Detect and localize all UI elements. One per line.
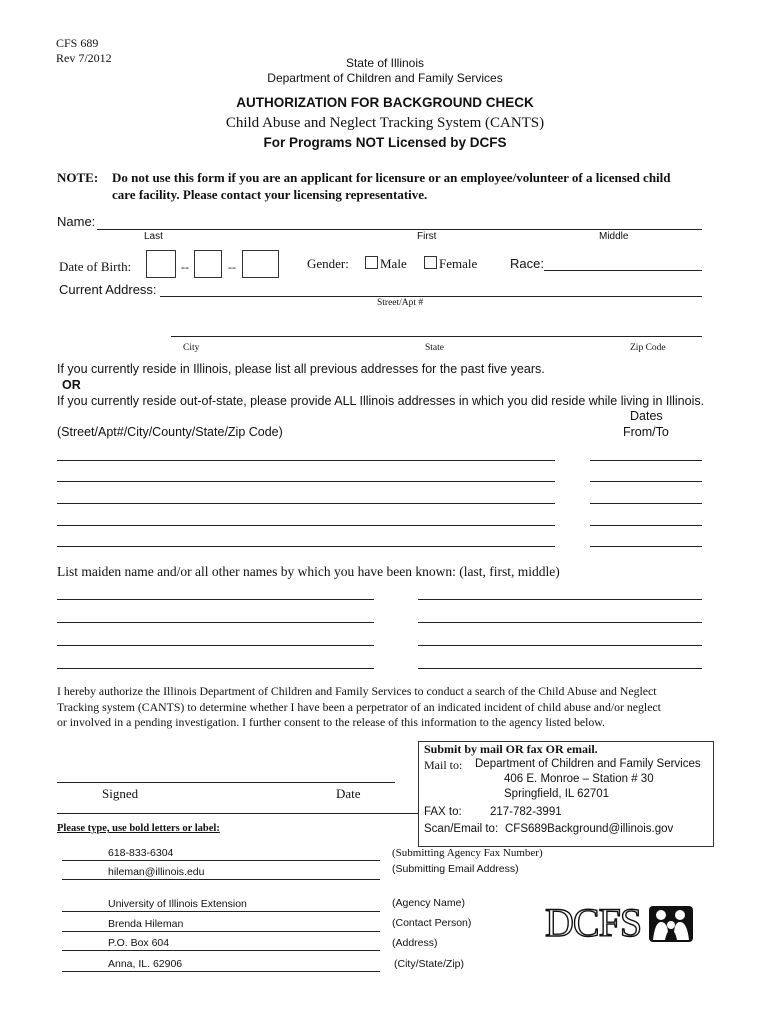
agency-fax-label: (Submitting Agency Fax Number) xyxy=(392,847,543,859)
gender-label: Gender: xyxy=(307,256,349,271)
program-note: For Programs NOT Licensed by DCFS xyxy=(263,135,507,150)
dob-year-box[interactable] xyxy=(242,250,279,278)
male-checkbox[interactable] xyxy=(365,256,378,269)
previous-address-line[interactable] xyxy=(57,481,555,482)
name-underline xyxy=(97,229,702,230)
previous-dates-line[interactable] xyxy=(590,525,702,526)
agency-name-line xyxy=(62,911,380,912)
authorization-line: I hereby authorize the Illinois Department of Children and Family Services to conduct a search of the Child Abuse and Neglect xyxy=(57,684,657,698)
street-caption: Street/Apt # xyxy=(377,298,424,308)
city-caption: City xyxy=(183,343,200,353)
agency-name-value[interactable]: University of Illinois Extension xyxy=(108,898,247,910)
dates-label: Dates xyxy=(630,409,663,423)
agency-email-line xyxy=(62,879,380,880)
submit-title: Submit by mail OR fax OR email. xyxy=(424,742,598,756)
agency-city-label: (City/State/Zip) xyxy=(394,958,465,970)
page-subtitle: Child Abuse and Neglect Tracking System (CANTS) xyxy=(225,115,545,131)
agency-address-line xyxy=(62,950,380,951)
authorization-line: or involved in a pending investigation. I further consent to the release of this information to the agency listed below. xyxy=(57,715,605,729)
previous-instruction-1: If you currently reside in Illinois, please list all previous addresses for the past five years. xyxy=(57,362,545,376)
gender-male-label: Male xyxy=(380,256,407,271)
agency-fax-line xyxy=(62,860,380,861)
address-label: Current Address: xyxy=(59,282,157,297)
agency-name-label: (Agency Name) xyxy=(392,897,465,909)
maiden-instruction: List maiden name and/or all other names by which you have been known: (last, first, middle) xyxy=(57,564,560,579)
email-address: CFS689Background@illinois.gov xyxy=(505,823,674,835)
email-label: Scan/Email to: xyxy=(424,823,499,835)
dob-day-box[interactable] xyxy=(194,250,222,278)
contact-person-value[interactable]: Brenda Hileman xyxy=(108,918,184,930)
other-name-line[interactable] xyxy=(418,668,702,669)
dob-separator: -- xyxy=(228,260,236,274)
agency-email-value[interactable]: hileman@illinois.edu xyxy=(108,866,205,878)
note-text-line2: care facility. Please contact your licensing representative. xyxy=(112,187,428,202)
header-department: Department of Children and Family Services xyxy=(267,71,503,85)
name-last-caption: Last xyxy=(144,231,163,242)
name-middle-caption: Middle xyxy=(599,231,629,242)
agency-address-label: (Address) xyxy=(392,937,438,949)
name-label: Name: xyxy=(57,214,96,229)
dob-separator: -- xyxy=(181,260,189,274)
form-revision: Rev 7/2012 xyxy=(56,51,112,65)
signed-label: Signed xyxy=(102,786,139,801)
previous-dates-line[interactable] xyxy=(590,460,702,461)
other-name-line[interactable] xyxy=(57,645,374,646)
page-title: AUTHORIZATION FOR BACKGROUND CHECK xyxy=(236,95,534,110)
fax-number: 217-782-3991 xyxy=(490,806,562,818)
mail-label: Mail to: xyxy=(424,758,463,772)
name-input[interactable] xyxy=(98,212,701,228)
gender-female-option[interactable] xyxy=(424,256,477,272)
dob-label: Date of Birth: xyxy=(59,259,132,274)
race-label: Race: xyxy=(510,256,544,271)
authorization-text xyxy=(57,684,661,731)
mail-line-1: Department of Children and Family Services xyxy=(475,758,701,770)
type-instruction: Please type, use bold letters or label: xyxy=(57,823,220,834)
previous-dates-line[interactable] xyxy=(590,481,702,482)
contact-person-label: (Contact Person) xyxy=(392,917,472,929)
previous-address-line[interactable] xyxy=(57,546,555,547)
street-underline[interactable] xyxy=(160,296,702,297)
agency-fax-value[interactable]: 618-833-6304 xyxy=(108,847,174,859)
other-name-line[interactable] xyxy=(57,622,374,623)
note-text-line1: Do not use this form if you are an applicant for licensure or an employee/volunteer of a licensed child xyxy=(112,170,671,185)
previous-address-line[interactable] xyxy=(57,503,555,504)
gender-female-label: Female xyxy=(439,256,478,271)
previous-address-line[interactable] xyxy=(57,525,555,526)
address-columns-label: (Street/Apt#/City/County/State/Zip Code) xyxy=(57,425,283,439)
zip-caption: Zip Code xyxy=(630,343,666,353)
fax-label: FAX to: xyxy=(424,806,462,818)
previous-dates-line[interactable] xyxy=(590,503,702,504)
previous-dates-line[interactable] xyxy=(590,546,702,547)
family-icon xyxy=(649,906,693,942)
authorization-line: Tracking system (CANTS) to determine whether I have been a perpetrator of an indicated incident of child abuse and/or neglect xyxy=(57,699,661,714)
gender-male-option[interactable] xyxy=(365,256,407,272)
signature-line[interactable] xyxy=(57,782,395,783)
state-caption: State xyxy=(425,343,444,353)
other-name-line[interactable] xyxy=(418,622,702,623)
race-underline[interactable] xyxy=(544,270,702,271)
form-number: CFS 689 xyxy=(56,36,99,50)
agency-address-value[interactable]: P.O. Box 604 xyxy=(108,937,170,949)
other-name-line[interactable] xyxy=(418,599,702,600)
from-to-label: From/To xyxy=(623,425,669,439)
previous-instruction-2: If you currently reside out-of-state, please provide ALL Illinois addresses in which you did reside while living in Illinois. xyxy=(57,394,705,408)
name-first-caption: First xyxy=(417,231,437,242)
dob-month-box[interactable] xyxy=(146,250,176,278)
mail-line-3: Springfield, IL 62701 xyxy=(504,788,610,800)
contact-person-line xyxy=(62,931,380,932)
other-name-line[interactable] xyxy=(418,645,702,646)
mail-line-2: 406 E. Monroe – Station # 30 xyxy=(504,773,654,785)
agency-city-value[interactable]: Anna, IL. 62906 xyxy=(108,958,183,970)
previous-or: OR xyxy=(62,378,81,392)
other-name-line[interactable] xyxy=(57,668,374,669)
agency-email-label: (Submitting Email Address) xyxy=(392,863,519,875)
signature-separator xyxy=(57,813,418,814)
other-name-line[interactable] xyxy=(57,599,374,600)
dcfs-logo xyxy=(545,900,695,946)
date-label: Date xyxy=(336,786,361,801)
dcfs-logo-text: DCFS xyxy=(545,900,642,945)
header-state: State of Illinois xyxy=(345,56,425,70)
city-state-zip-underline[interactable] xyxy=(171,336,702,337)
agency-city-line xyxy=(62,971,380,972)
note-label: NOTE: xyxy=(57,170,99,185)
female-checkbox[interactable] xyxy=(424,256,437,269)
previous-address-line[interactable] xyxy=(57,460,555,461)
